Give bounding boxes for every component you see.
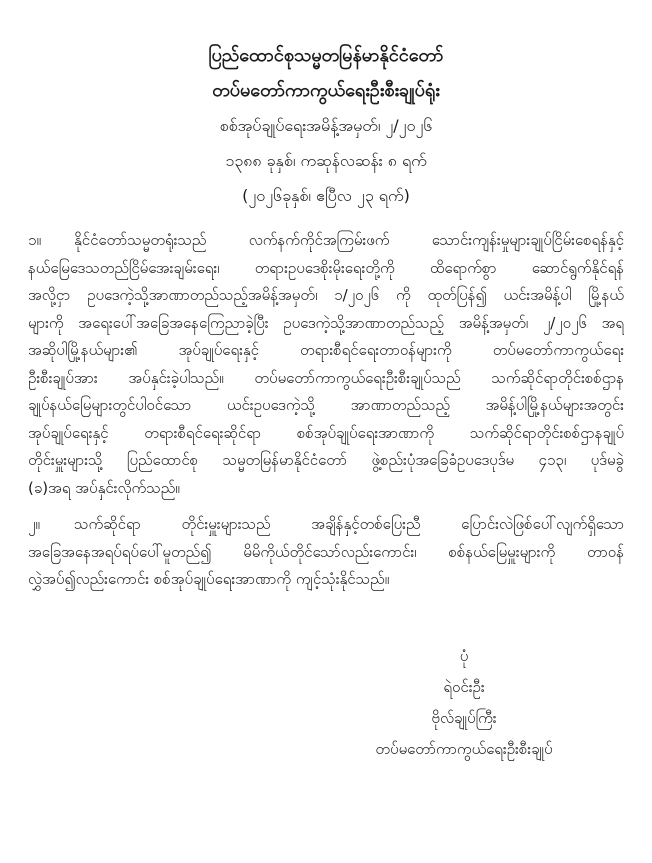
paragraph-line	[28, 255, 624, 283]
paragraph-line-text: နယ်မြေဒေသတည်ငြိမ်အေးချမ်းရေး၊ တရားဥပဒေစိုးမိုးရေးတို့ကို ထိရောက်စွာ ဆောင်ရွက်နိုင်ရန်	[28, 258, 624, 277]
paragraph-line	[28, 227, 624, 255]
signatory-rank: ဗိုလ်ချုပ်ကြီး	[431, 708, 497, 727]
paragraph-line-text: ချုပ်နယ်မြေများတွင်ပါဝင်သော ယင်းဥပဒေကဲ့သို့ အာဏာတည်သည့် အမိန့်ပါမြို့နယ်များအတွင်း	[28, 396, 624, 414]
paragraph-line	[28, 337, 624, 365]
paragraph-line-text: အဆိုပါမြို့နယ်များ၏ အုပ်ချုပ်ရေးနှင့် တရားစီရင်ရေးတာဝန်များကို တပ်မတော်ကာကွယ်ရေး	[28, 341, 624, 359]
signatory-name: ရဲဝင်းဦး	[443, 677, 485, 696]
paragraph-line	[28, 447, 624, 475]
paragraph-line	[28, 420, 624, 448]
paragraph-line-text: နိုင်ငံတော်သမ္မတရုံးသည် လက်နက်ကိုင်အကြမ်းဖက် သောင်းကျန်းမှုများချုပ်ငြိမ်းစေရန်နှင့်	[74, 231, 624, 249]
signature-sd-mark: ပုံ	[459, 646, 469, 665]
country-title: ပြည်ထောင်စုသမ္မတမြန်မာနိုင်ငံတော်	[208, 45, 444, 66]
gregorian-date-line: (၂၀၂၆ခုနှစ်၊ ဧပြီလ ၂၃ ရက်)	[242, 186, 410, 205]
paragraph-line	[28, 511, 624, 539]
document-header	[28, 38, 624, 213]
paragraph-line	[28, 539, 624, 567]
paragraph-number: ၁။	[28, 231, 41, 249]
paragraph-line	[28, 310, 624, 338]
paragraph-2	[28, 511, 624, 594]
paragraph-line-text: များကို အရေးပေါ်အခြေအနေကြေညာခဲ့ပြီး ဥပဒေကဲ့သို့အာဏာတည်သည့် အမိန့်အမှတ်၊ ၂/၂၀၂၆ အရ	[28, 313, 624, 332]
paragraph-line	[28, 566, 624, 594]
paragraph-line-text: ဦးစီးချုပ်အား အပ်နှင်းခဲ့ပါသည်။ တပ်မတော်ကာကွယ်ရေးဦးစီးချုပ်သည် သက်ဆိုင်ရာတိုင်းစစ်ဌာန	[28, 368, 624, 387]
paragraph-line	[28, 392, 624, 420]
paragraph-line	[28, 475, 624, 503]
paragraph-line-text: သက်ဆိုင်ရာ တိုင်းမှူးများသည် အချိန်နှင့်တစ်ပြေးညီ ပြောင်းလဲဖြစ်ပေါ်လျက်ရှိသော	[74, 515, 624, 533]
signature-block	[344, 641, 584, 765]
paragraph-line-text: အုပ်ချုပ်ရေးနှင့် တရားစီရင်ရေးဆိုင်ရာ စစ်အုပ်ချုပ်ရေးအာဏာကို သက်ဆိုင်ရာတိုင်းစစ်ဌာနချုပ်	[28, 423, 624, 442]
paragraph-line-text: (ခ)အရ အပ်နှင်းလိုက်သည်။	[28, 478, 180, 497]
paragraph-line	[28, 365, 624, 393]
paragraph-line-text: အလို့ငှာ ဥပဒေကဲ့သို့အာဏာတည်သည့်အမိန့်အမှတ်၊ ၁/၂၀၂၆ ကို ထုတ်ပြန်၍ ယင်းအမိန့်ပါ မြို့နယ်	[28, 286, 624, 304]
paragraph-1	[28, 227, 624, 502]
signatory-position: တပ်မတော်ကာကွယ်ရေးဦးစီးချုပ်	[375, 739, 553, 758]
myanmar-date-line: ၁၃၈၈ ခုနှစ်၊ ကဆုန်လဆန်း ၈ ရက်	[225, 151, 427, 170]
paragraph-line	[28, 282, 624, 310]
office-title: တပ်မတော်ကာကွယ်ရေးဦးစီးချုပ်ရုံး	[212, 80, 440, 101]
paragraph-line-text: တိုင်းမှူးများသို့ ပြည်ထောင်စု သမ္မတမြန်မာနိုင်ငံတော် ဖွဲ့စည်းပုံအခြေခံဥပဒေပုဒ်မ ၄၁၃၊ ပုဒ်မခွဲ	[28, 451, 624, 469]
paragraph-number: ၂။	[28, 515, 40, 533]
paragraph-line-text: လွှဲအပ်၍လည်းကောင်း စစ်အုပ်ချုပ်ရေးအာဏာကို ကျင့်သုံးနိုင်သည်။	[28, 570, 390, 588]
paragraph-line-text: အခြေအနေအရပ်ရပ်ပေါ်မူတည်၍ မိမိကိုယ်တိုင်သော်လည်းကောင်း၊ စစ်နယ်မြေမှူးများကို တာဝန်	[28, 542, 624, 561]
order-number-line: စစ်အုပ်ချုပ်ရေးအမိန့်အမှတ်၊ ၂/၂၀၂၆	[219, 116, 433, 135]
